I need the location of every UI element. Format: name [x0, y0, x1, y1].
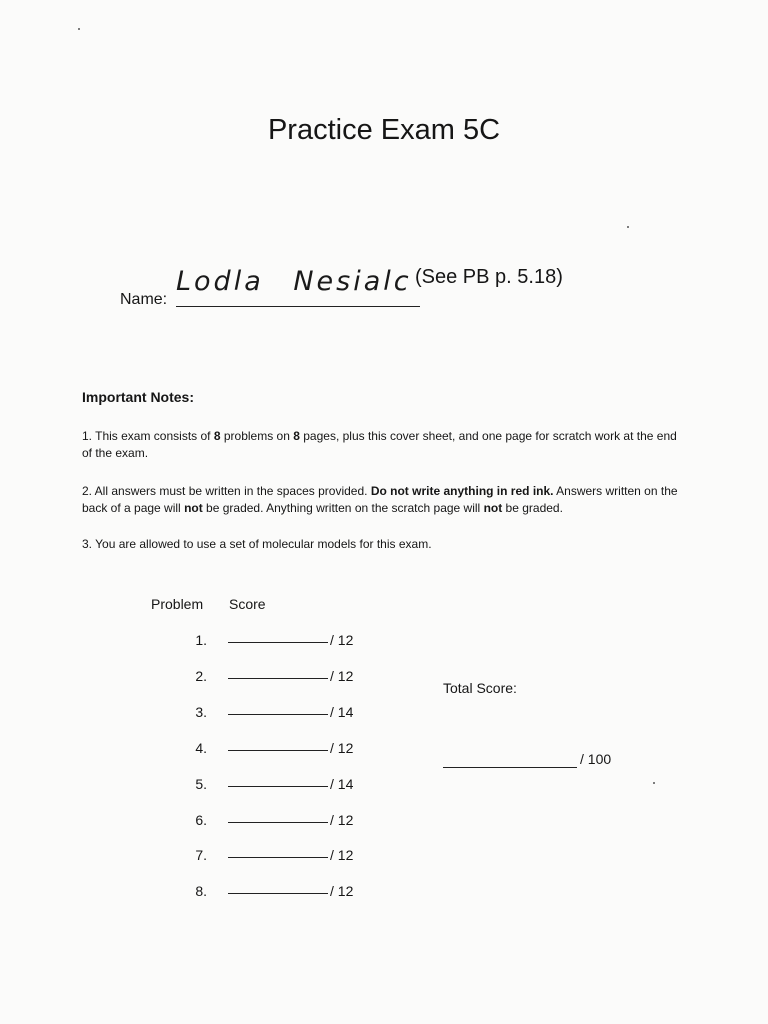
score-blank — [228, 893, 328, 894]
score-column-header: Score — [229, 596, 266, 612]
score-row — [0, 812, 768, 834]
total-max-points: / 100 — [580, 751, 612, 767]
scan-speck — [627, 226, 629, 228]
score-row — [0, 632, 768, 654]
problem-number: 5. — [195, 776, 207, 792]
score-row — [0, 740, 768, 762]
problem-column-header: Problem — [151, 596, 204, 612]
scan-speck — [78, 28, 80, 30]
problem-max-points: / 14 — [330, 704, 354, 720]
problem-number: 7. — [195, 847, 207, 863]
problem-max-points: / 12 — [330, 740, 354, 756]
problem-number: 1. — [195, 632, 207, 648]
scan-speck — [653, 782, 655, 784]
score-blank — [228, 642, 328, 643]
total-score-blank — [443, 767, 577, 768]
total-score-label: Total Score: — [443, 680, 517, 696]
problem-number: 8. — [195, 883, 207, 899]
note-item: 3. You are allowed to use a set of molecular models for this exam. — [82, 537, 432, 551]
page-title: Practice Exam 5C — [267, 114, 501, 146]
name-note: (See PB p. 5.18) — [415, 266, 563, 288]
score-blank — [228, 750, 328, 751]
score-row — [0, 883, 768, 905]
score-row — [0, 668, 768, 690]
problem-max-points: / 12 — [330, 668, 354, 684]
problem-max-points: / 14 — [330, 776, 354, 792]
problem-number: 6. — [195, 812, 207, 828]
score-blank — [228, 786, 328, 787]
name-handwritten-value: Lodla Nesialc — [176, 266, 412, 297]
name-label: Name: — [120, 291, 168, 308]
problem-max-points: / 12 — [330, 847, 354, 863]
name-underline — [176, 306, 420, 307]
problem-number: 2. — [195, 668, 207, 684]
problem-number: 4. — [195, 740, 207, 756]
notes-heading: Important Notes: — [82, 389, 194, 405]
problem-max-points: / 12 — [330, 883, 354, 899]
problem-number: 3. — [195, 704, 207, 720]
score-row — [0, 704, 768, 726]
problem-max-points: / 12 — [330, 812, 354, 828]
note-item: 2. All answers must be written in the spaces provided. Do not write anything in red ink. Answers written on the back of a page will not be graded. Anything written on the scratch page will not be graded. — [82, 484, 678, 515]
note-item: 1. This exam consists of 8 problems on 8 pages, plus this cover sheet, and one page for scratch work at the end of the exam. — [82, 429, 677, 460]
problem-max-points: / 12 — [330, 632, 354, 648]
score-blank — [228, 714, 328, 715]
score-row — [0, 776, 768, 798]
score-blank — [228, 857, 328, 858]
score-blank — [228, 678, 328, 679]
score-row — [0, 847, 768, 869]
score-blank — [228, 822, 328, 823]
